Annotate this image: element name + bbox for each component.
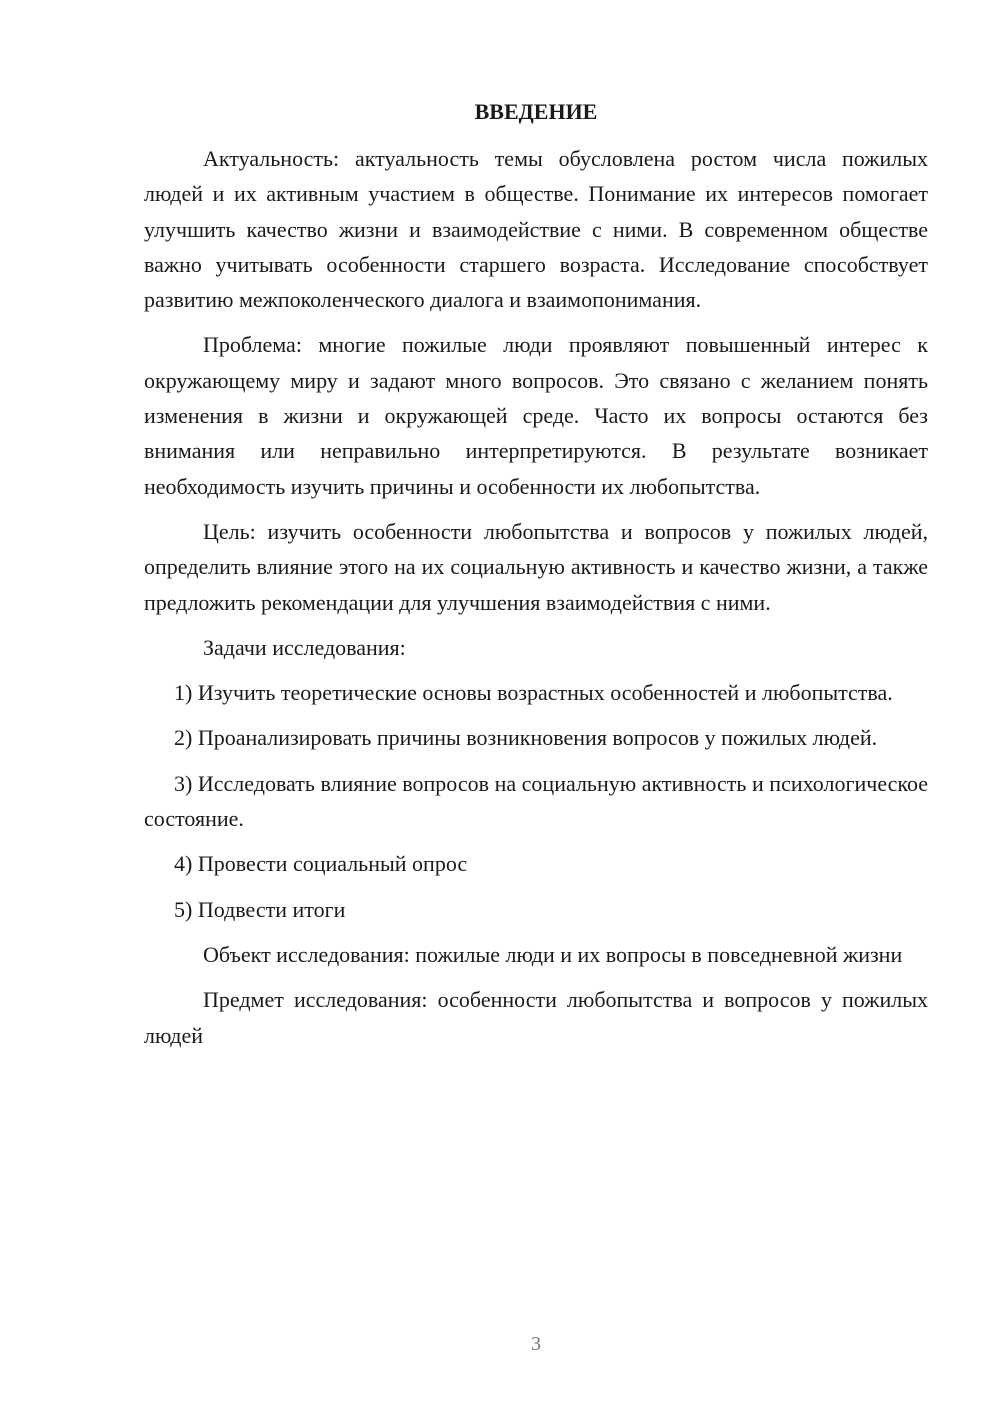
task-item-3: 3) Исследовать влияние вопросов на социальную активность и психологическое состояние.	[144, 770, 928, 832]
object-paragraph: Объект исследования: пожилые люди и их вопросы в повседневной жизни	[203, 941, 903, 967]
task-item-2: 2) Проанализировать причины возникновения вопросов у пожилых людей.	[174, 725, 878, 751]
goal-paragraph: Цель: изучить особенности любопытства и вопросов у пожилых людей, определить влияние этого на их социальную активность и качество жизни, а также предложить рекомендации для улучшения взаимодействия с ними.	[144, 518, 928, 615]
task-item-5: 5) Подвести итоги	[174, 896, 346, 922]
relevance-paragraph: Актуальность: актуальность темы обусловлена ростом числа пожилых людей и их активным участием в обществе. Понимание их интересов помогает улучшить качество жизни и взаимодействие с ними. В современном обществе важно учитывать особенности старшего возраста. Исследование способствует развитию межпоколенческого диалога и взаимопонимания.	[144, 146, 928, 313]
page-number: 3	[531, 1333, 541, 1355]
problem-paragraph: Проблема: многие пожилые люди проявляют повышенный интерес к окружающему миру и задают много вопросов. Это связано с желанием понять изменения в жизни и окружающей среде. Часто их вопросы остаются без внимания или неправильно интерпретируются. В результате возникает необходимость изучить причины и особенности их любопытства.	[144, 332, 928, 499]
subject-paragraph: Предмет исследования: особенности любопытства и вопросов у пожилых людей	[144, 987, 928, 1048]
task-item-1: 1) Изучить теоретические основы возрастных особенностей и любопытства.	[174, 680, 893, 706]
tasks-heading: Задачи исследования:	[203, 634, 406, 660]
page-title: ВВЕДЕНИЕ	[474, 99, 598, 124]
document-page	[144, 95, 928, 1063]
task-item-4: 4) Провести социальный опрос	[174, 851, 468, 877]
